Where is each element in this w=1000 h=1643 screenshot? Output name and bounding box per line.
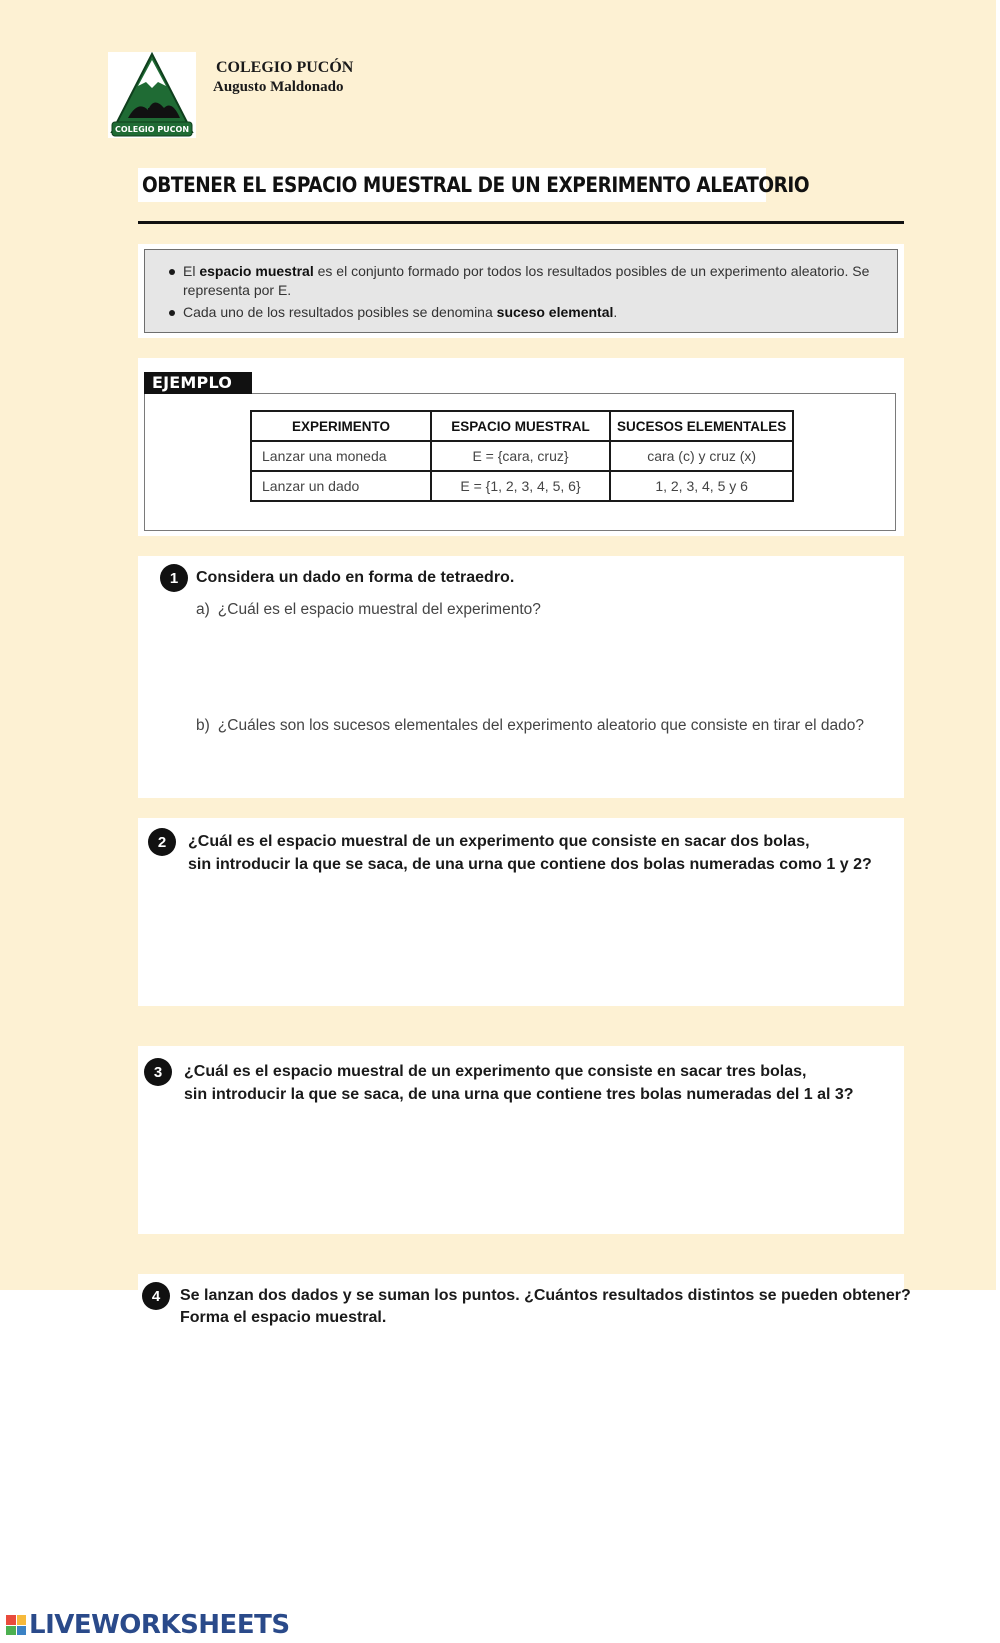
liveworksheets-brand [6,1610,290,1640]
table-header-row [251,411,793,441]
brand-text: LIVEWORKSHEETS [29,1610,290,1640]
school-subtitle: Augusto Maldonado [213,79,344,95]
table-header: ESPACIO MUESTRAL [431,411,610,441]
question-2-line-2: sin introducir la que se saca, de una urna que contiene dos bolas numeradas como 1 y 2? [188,856,872,873]
question-number-4: 4 [142,1282,170,1310]
question-number-1: 1 [160,564,188,592]
table-cell: E = {cara, cruz} [431,441,610,471]
question-number-2: 2 [148,828,176,856]
page-title: OBTENER EL ESPACIO MUESTRAL DE UN EXPERIMENTO ALEATORIO [142,173,810,197]
question-2-panel [138,818,904,1006]
definition-item-1: El espacio muestral es el conjunto formado por todos los resultados posibles de un experimento aleatorio. Se representa por E. [167,262,875,300]
question-1a: a) ¿Cuál es el espacio muestral del experimento? [196,601,541,618]
question-3-line-1: ¿Cuál es el espacio muestral de un experimento que consiste en sacar tres bolas, [184,1063,807,1080]
table-row [251,441,793,471]
example-table [250,410,794,502]
question-3-panel [138,1046,904,1234]
table-row [251,471,793,501]
table-header: SUCESOS ELEMENTALES [610,411,793,441]
logo-text: COLEGIO PUCON [114,125,190,134]
table-cell: cara (c) y cruz (x) [610,441,793,471]
definition-box [144,249,898,333]
school-logo [108,52,196,138]
question-2-line-1: ¿Cuál es el espacio muestral de un experimento que consiste en sacar dos bolas, [188,833,810,850]
question-1-title: Considera un dado en forma de tetraedro. [196,569,515,586]
table-cell: Lanzar una moneda [251,441,431,471]
title-divider [138,221,904,224]
example-panel [138,358,904,536]
table-cell: Lanzar un dado [251,471,431,501]
question-4-line-2: Forma el espacio muestral. [180,1309,387,1326]
brand-logo-icon [6,1615,26,1635]
question-number-3: 3 [144,1058,172,1086]
question-1b: b) ¿Cuáles son los sucesos elementales del experimento aleatorio que consiste en tirar el dado? [196,717,864,734]
school-name: COLEGIO PUCÓN [216,59,354,76]
question-1-panel [138,556,904,798]
table-cell: 1, 2, 3, 4, 5 y 6 [610,471,793,501]
table-header: EXPERIMENTO [251,411,431,441]
table-cell: E = {1, 2, 3, 4, 5, 6} [431,471,610,501]
definition-panel [138,244,904,338]
question-4-panel [138,1274,911,1344]
question-3-line-2: sin introducir la que se saca, de una urna que contiene tres bolas numeradas del 1 al 3? [184,1086,854,1103]
title-box [138,168,810,202]
definition-item-2: Cada uno de los resultados posibles se denomina suceso elemental. [167,303,875,322]
question-4-line-1: Se lanzan dos dados y se suman los puntos. ¿Cuántos resultados distintos se pueden obtener? [180,1287,911,1304]
example-label: EJEMPLO [144,372,252,394]
